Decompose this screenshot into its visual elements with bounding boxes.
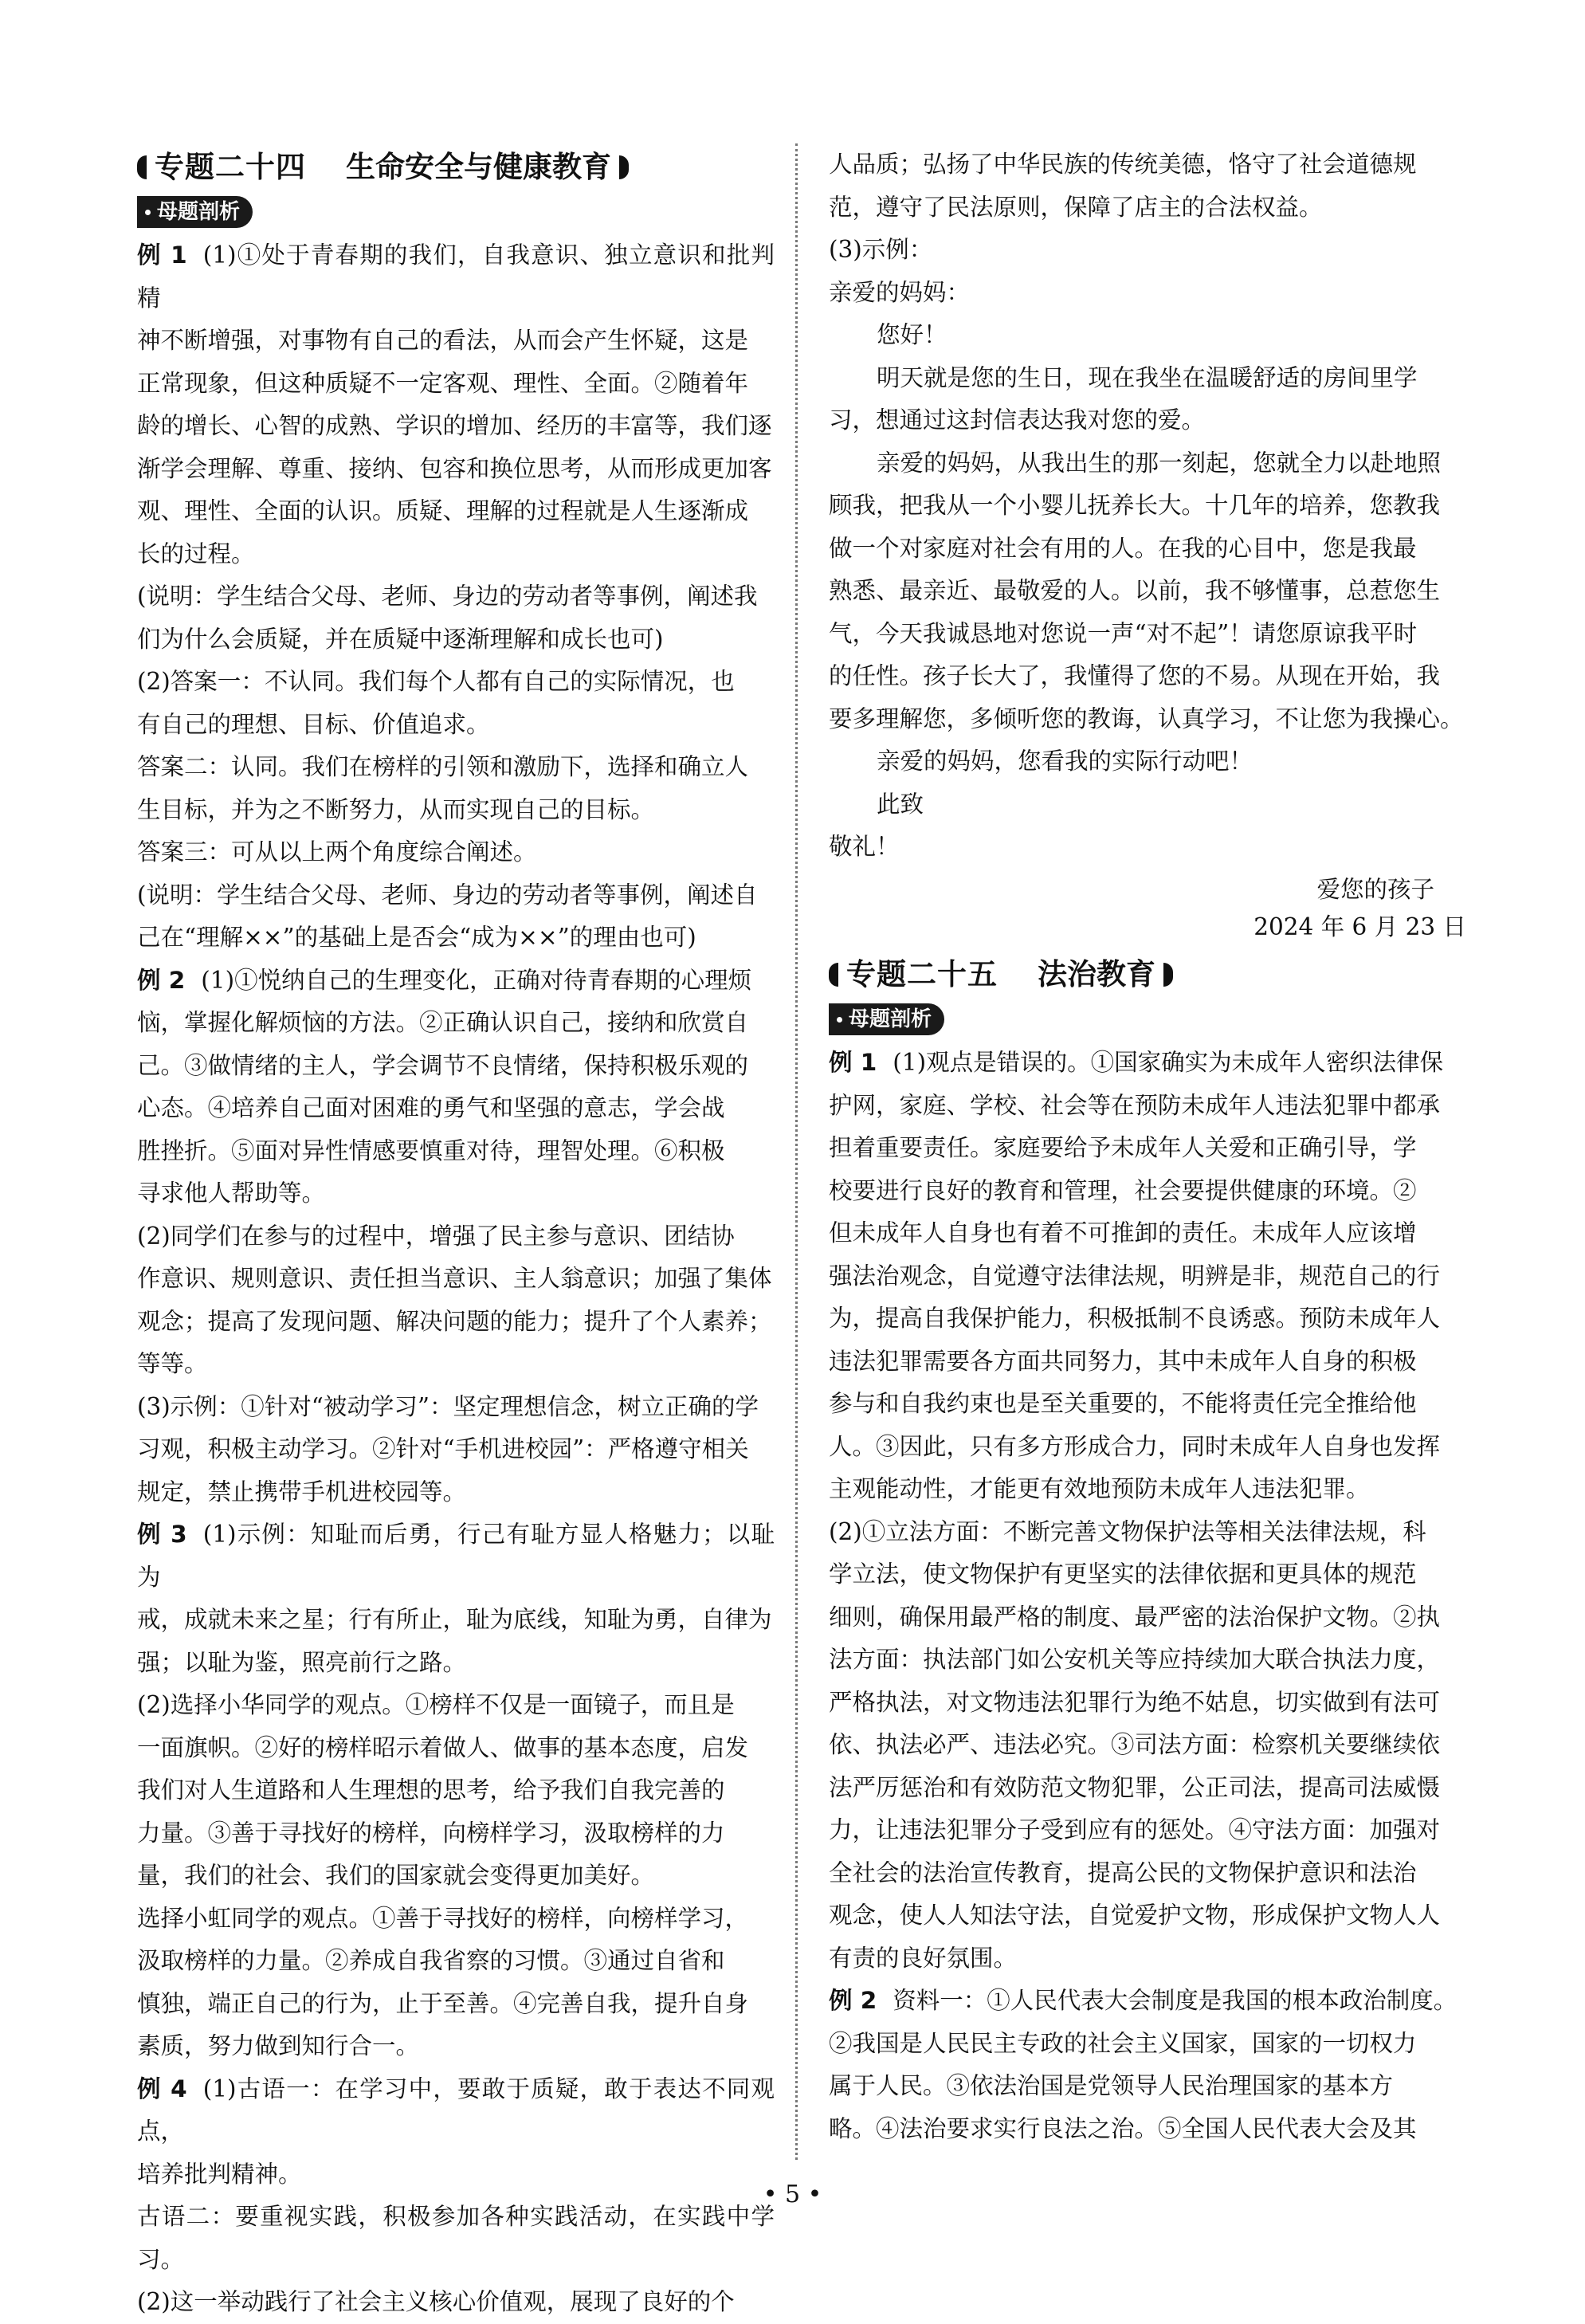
text-line: 习，想通过这封信表达我对您的爱。 — [829, 406, 1206, 434]
text-line: (1)示例：知耻而后勇，行己有耻方显人格魅力；以耻为 — [137, 1521, 775, 1591]
text-line: 法方面：执法部门如公安机关等应持续加大联合执法力度， — [829, 1646, 1441, 1673]
text-line: 强；以耻为鉴，照亮前行之路。 — [137, 1648, 467, 1676]
text-line: 人品质；弘扬了中华民族的传统美德，恪守了社会道德规 — [829, 151, 1417, 178]
section-name: 法治教育 — [1038, 957, 1155, 991]
letter-salutation: 亲爱的妈妈： — [829, 278, 971, 306]
text-line: 严格执法，对文物违法犯罪行为绝不姑息，切实做到有法可 — [829, 1688, 1441, 1716]
text-line: 观念，使人人知法守法，自觉爱护文物，形成保护文物人人 — [829, 1902, 1441, 1929]
right-column — [829, 143, 1466, 2150]
text-line: 胜挫折。⑤面对异性情感要慎重对待，理智处理。⑥积极 — [137, 1136, 725, 1164]
example-1 — [829, 1042, 1466, 1980]
text-line: (3)示例： — [829, 236, 933, 263]
text-line: 培养批判精神。 — [137, 2160, 302, 2188]
section-tag — [137, 196, 253, 228]
text-line: 但未成年人自身也有着不可推卸的责任。未成年人应该增 — [829, 1219, 1417, 1246]
text-line: (2)①立法方面：不断完善文物保护法等相关法律法规，科 — [829, 1517, 1426, 1545]
letter-closing: 敬礼！ — [829, 833, 900, 860]
text-line: 亲爱的妈妈，您看我的实际行动吧！ — [877, 748, 1253, 775]
text-line: 渐学会理解、尊重、接纳、包容和换位思考，从而形成更加客 — [137, 454, 772, 482]
title-bracket-right-icon — [1163, 963, 1173, 987]
text-line: 资料一：①人民代表大会制度是我国的根本政治制度。 — [893, 1987, 1457, 2014]
dot-icon — [837, 1017, 842, 1023]
text-line: (2)答案一：不认同。我们每个人都有自己的实际情况，也 — [137, 668, 735, 695]
section-number: 专题二十四 — [155, 150, 306, 184]
letter-signature: 爱您的孩子 — [1316, 875, 1434, 903]
text-line: 校要进行良好的教育和管理，社会要提供健康的环境。② — [829, 1176, 1417, 1204]
text-line: 全社会的法治宣传教育，提高公民的文物保护意识和法治 — [829, 1859, 1417, 1886]
text-line: 顾我，把我从一个小婴儿抚养长大。十几年的培养，您教我 — [829, 492, 1441, 519]
text-line: 法严厉惩治和有效防范文物犯罪，公正司法，提高司法威慑 — [829, 1773, 1441, 1801]
text-line: 人。③因此，只有多方形成合力，同时未成年人自身也发挥 — [829, 1432, 1441, 1460]
text-line: (说明：学生结合父母、老师、身边的劳动者等事例，阐述我 — [137, 583, 758, 610]
text-line: 明天就是您的生日，现在我坐在温暖舒适的房间里学 — [877, 363, 1418, 391]
title-bracket-left-icon — [829, 963, 838, 987]
section-number: 专题二十五 — [846, 957, 998, 991]
example-2 — [829, 1980, 1466, 2150]
text-line: 长的过程。 — [137, 540, 255, 567]
title-bracket-right-icon — [619, 155, 629, 179]
text-line: 古语二：要重视实践，积极参加各种实践活动，在实践中学习。 — [137, 2203, 775, 2273]
text-line: 担着重要责任。家庭要给予未成年人关爱和正确引导，学 — [829, 1134, 1417, 1161]
example-label: 例 1 — [829, 1049, 877, 1076]
example-1 — [137, 234, 775, 960]
letter-date: 2024 年 6 月 23 日 — [1253, 913, 1466, 940]
section-title-25 — [829, 951, 1466, 999]
letter-greeting: 您好！ — [877, 321, 947, 348]
text-line: (2)同学们在参与的过程中，增强了民主参与意识、团结协 — [137, 1222, 735, 1250]
text-line: 力量。③善于寻找好的榜样，向榜样学习，汲取榜样的力 — [137, 1819, 725, 1847]
letter-closing: 此致 — [877, 790, 924, 818]
text-line: 己。③做情绪的主人，学会调节不良情绪，保持积极乐观的 — [137, 1051, 749, 1079]
tag-label: 母题剖析 — [849, 1007, 932, 1031]
text-line: 戒，成就未来之星；行有所止，耻为底线，知耻为勇，自律为 — [137, 1606, 772, 1633]
text-line: 答案二：认同。我们在榜样的引领和激励下，选择和确立人 — [137, 753, 749, 780]
text-line: 要多理解您，多倾听您的教诲，认真学习，不让您为我操心。 — [829, 705, 1464, 732]
text-line: 属于人民。③依法治国是党领导人民治理国家的基本方 — [829, 2072, 1394, 2099]
text-line: 学立法，使文物保护有更坚实的法律依据和更具体的规范 — [829, 1560, 1417, 1588]
section-title-24 — [137, 143, 775, 191]
title-bracket-left-icon — [137, 155, 147, 179]
text-line: 汲取榜样的力量。②养成自我省察的习惯。③通过自省和 — [137, 1947, 725, 1974]
text-line: (2)选择小华同学的观点。①榜样不仅是一面镜子，而且是 — [137, 1691, 735, 1718]
text-line: (1)①处于青春期的我们，自我意识、独立意识和批判精 — [137, 241, 775, 312]
text-line: 等等。 — [137, 1350, 208, 1377]
text-line: (1)观点是错误的。①国家确实为未成年人密织法律保 — [893, 1049, 1444, 1076]
example-2 — [137, 960, 775, 1514]
example-label: 例 3 — [137, 1521, 187, 1548]
text-line: 作意识、规则意识、责任担当意识、主人翁意识；加强了集体 — [137, 1265, 772, 1292]
text-line: 略。④法治要求实行良法之治。⑤全国人民代表大会及其 — [829, 2114, 1417, 2142]
example-3 — [137, 1513, 775, 2068]
text-line: 参与和自我约束也是至关重要的，不能将责任完全推给他 — [829, 1390, 1417, 1417]
text-line: 龄的增长、心智的成熟、学识的增加、经历的丰富等，我们逐 — [137, 412, 772, 439]
text-line: 我们对人生道路和人生理想的思考，给予我们自我完善的 — [137, 1776, 725, 1804]
dot-icon — [145, 210, 151, 215]
text-line: 生目标，并为之不断努力，从而实现自己的目标。 — [137, 795, 655, 823]
text-line: 强法治观念，自觉遵守法律法规，明辨是非，规范自己的行 — [829, 1262, 1441, 1290]
text-line: 们为什么会质疑，并在质疑中逐渐理解和成长也可) — [137, 625, 664, 653]
text-line: ②我国是人民民主专政的社会主义国家，国家的一切权力 — [829, 2029, 1417, 2057]
example-label: 例 2 — [829, 1987, 877, 2014]
example-label: 例 4 — [137, 2075, 187, 2102]
text-line: (1)①悦纳自己的生理变化，正确对待青春期的心理烦 — [201, 966, 752, 994]
text-line: 做一个对家庭对社会有用的人。在我的心目中，您是我最 — [829, 534, 1417, 562]
text-line: 依、执法必严、违法必究。③司法方面：检察机关要继续依 — [829, 1731, 1441, 1758]
text-line: 有责的良好氛围。 — [829, 1944, 1018, 1972]
column-divider — [795, 143, 798, 2160]
text-line: 寻求他人帮助等。 — [137, 1180, 326, 1207]
text-line: 观念；提高了发现问题、解决问题的能力；提升了个人素养； — [137, 1307, 772, 1335]
text-line: 己在“理解××”的基础上是否会“成为××”的理由也可) — [137, 924, 696, 951]
text-line: (1)古语一：在学习中，要敢于质疑，敢于表达不同观点， — [137, 2075, 775, 2145]
text-line: 亲爱的妈妈，从我出生的那一刻起，您就全力以赴地照 — [877, 449, 1442, 477]
text-line: (3)示例：①针对“被动学习”：坚定理想信念，树立正确的学 — [137, 1392, 759, 1420]
text-line: 为，提高自我保护能力，积极抵制不良诱惑。预防未成年人 — [829, 1305, 1441, 1332]
text-line: 的任性。孩子长大了，我懂得了您的不易。从现在开始，我 — [829, 662, 1441, 689]
text-line: 神不断增强，对事物有自己的看法，从而会产生怀疑，这是 — [137, 327, 749, 354]
text-line: (2)这一举动践行了社会主义核心价值观，展现了良好的个 — [137, 2288, 735, 2315]
text-line: 观、理性、全面的认识。质疑、理解的过程就是人生逐渐成 — [137, 497, 749, 524]
left-column — [137, 143, 775, 2324]
text-line: 气，今天我诚恳地对您说一声“对不起”！请您原谅我平时 — [829, 619, 1418, 647]
tag-label: 母题剖析 — [157, 200, 241, 224]
text-line: 心态。④培养自己面对困难的勇气和坚强的意志，学会战 — [137, 1094, 725, 1121]
text-line: 恼，掌握化解烦恼的方法。②正确认识自己，接纳和欣赏自 — [137, 1009, 749, 1036]
text-line: 主观能动性，才能更有效地预防未成年人违法犯罪。 — [829, 1475, 1370, 1502]
example-label: 例 2 — [137, 966, 186, 994]
text-line: 正常现象，但这种质疑不一定客观、理性、全面。②随着年 — [137, 369, 749, 397]
text-line: 熟悉、最亲近、最敬爱的人。以前，我不够懂事，总惹您生 — [829, 577, 1441, 604]
text-line: 力，让违法犯罪分子受到应有的惩处。④守法方面：加强对 — [829, 1816, 1441, 1843]
text-line: 慎独，端正自己的行为，止于至善。④完善自我，提升自身 — [137, 1989, 749, 2017]
example-label: 例 1 — [137, 241, 187, 269]
section-name: 生命安全与健康教育 — [346, 150, 611, 184]
text-line: 选择小虹同学的观点。①善于寻找好的榜样，向榜样学习， — [137, 1904, 749, 1932]
page-number: • 5 • — [763, 2181, 822, 2208]
text-line: 一面旗帜。②好的榜样昭示着做人、做事的基本态度，启发 — [137, 1733, 749, 1761]
text-line: 规定，禁止携带手机进校园等。 — [137, 1478, 467, 1505]
text-line: 习观，积极主动学习。②针对“手机进校园”：严格遵守相关 — [137, 1435, 749, 1462]
text-line: 细则，确保用最严格的制度、最严密的法治保护文物。②执 — [829, 1603, 1441, 1631]
text-line: 违法犯罪需要各方面共同努力，其中未成年人自身的积极 — [829, 1347, 1417, 1375]
text-line: 答案三：可从以上两个角度综合阐述。 — [137, 838, 537, 866]
text-line: 护网，家庭、学校、社会等在预防未成年人违法犯罪中都承 — [829, 1091, 1441, 1119]
text-line: 有自己的理想、目标、价值追求。 — [137, 710, 490, 738]
section-tag — [829, 1003, 944, 1035]
text-line: 素质，努力做到知行合一。 — [137, 2032, 420, 2059]
text-line: 范，遵守了民法原则，保障了店主的合法权益。 — [829, 193, 1323, 221]
text-line: 量，我们的社会、我们的国家就会变得更加美好。 — [137, 1862, 655, 1889]
text-line: (说明：学生结合父母、老师、身边的劳动者等事例，阐述自 — [137, 881, 758, 909]
